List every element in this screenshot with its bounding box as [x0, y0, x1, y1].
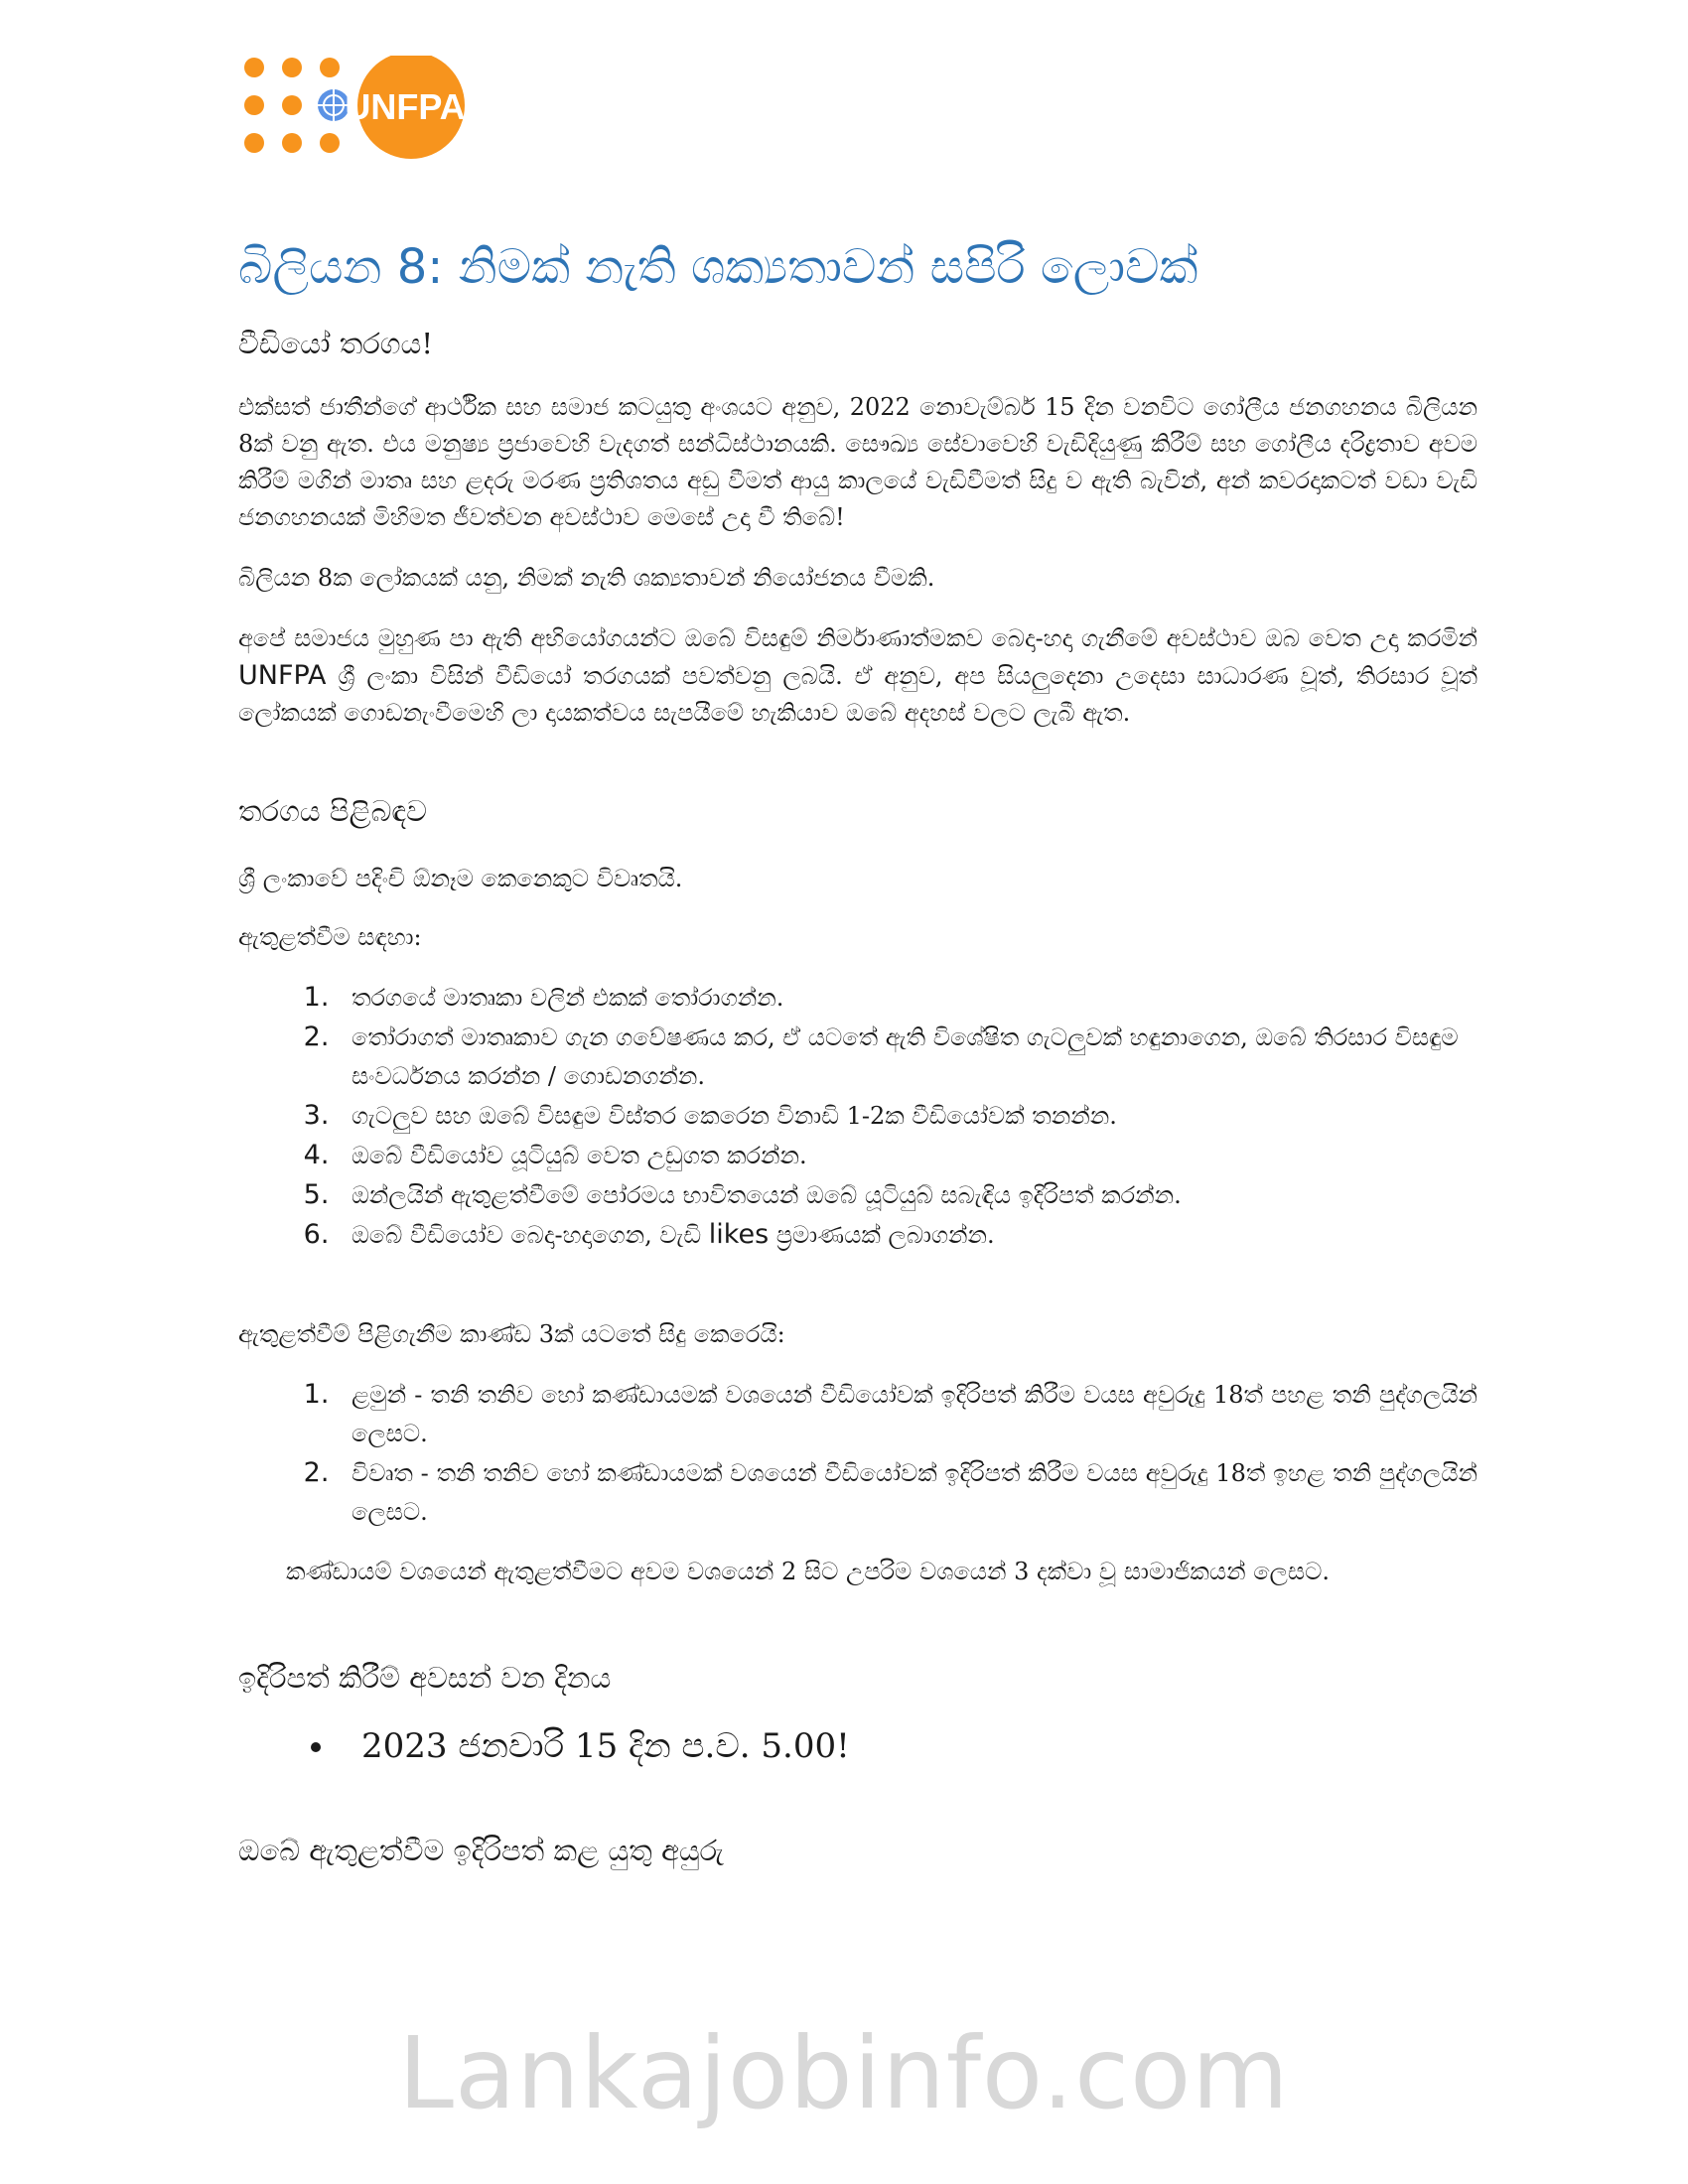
list-item: 1. ළමුන් - තනි තනිව හෝ කණ්ඩායමක් වශයෙන් වීඩියෝවක් ඉදිරිපත් කිරීම වයස අවුරුදු 18ත් පහළ තනි පුද්ගලයින් ලෙසට. — [338, 1375, 1477, 1453]
list-item: 5. ඔන්ලයින් ඇතුළත්වීමේ පෝරමය භාවිතයෙන් ඔබේ යූටියුබ් සබැඳිය ඉදිරිපත් කරන්න. — [338, 1175, 1477, 1215]
likes-word: likes — [708, 1219, 770, 1250]
submission-heading: ඔබේ ඇතුළත්වීම ඉදිරිපත් කළ යුතු අයුරු — [238, 1834, 724, 1867]
intro-paragraph-1: එක්සත් ජාතීන්ගේ ආර්ථික සහ සමාජ කටයුතු අංශයට අනුව, 2022 නොවැම්බර් 15 දින වනවිට ගෝලීය ජනගහනය බිලියන 8ක් වනු ඇත. එය මනුෂ්‍ය ප්‍රජාවෙහි වැදගත් සන්ධිස්ථානයකි. සෞඛ්‍ය සේවාවෙහි වැඩිදියුණු කිරීම් සහ ගෝලීය දරිද්‍රතාව අවම කිරීම් මගින් මාතෘ සහ ළදරු මරණ ප්‍රතිශතය අඩු වීමත් ආයු කාලයේ වැඩිවීමත් සිදු ව ඇති බැවින්, අන් කවරදාකටත් වඩා වැඩි ජනගහනයක් මිහිමත ජීවත්වන අවස්ථාව මෙසේ උදා වී තිබේ! — [238, 393, 1477, 531]
categories-intro: ඇතුළත්වීම් පිළිගැනීම කාණ්ඩ 3ක් යටතේ සිදු කෙරෙයි: — [238, 1320, 785, 1348]
eligibility-text: ශ්‍රී ලංකාවේ පදිංචි ඕනෑම කෙනෙකුට විවෘතයි. — [238, 865, 683, 892]
deadline-heading: ඉදිරිපත් කිරීම් අවසන් වන දිනය — [238, 1661, 612, 1695]
logo-text: UNFPA — [345, 86, 466, 127]
step6-part-a: ඔබේ වීඩියෝව බෙදා-හදාගෙන, වැඩි — [352, 1221, 702, 1249]
intro-paragraph-3-part-b: ශ්‍රී ලංකා විසින් වීඩියෝ තරගයක් පවත්වනු ලබයි. ඒ අනුව, අප සියලුදෙනා උදෙසා සාධාරණ වූත්, තිරසාර වූත් ලෝකයක් ගොඩනැංවීමෙහි ලා දායකත්වය සැපයීමේ හැකියාව ඔබේ අදහස් වලට ලැබී ඇත. — [238, 662, 1477, 727]
list-item: 2. තෝරාගත් මාතෘකාව ගැන ගවේෂණය කර, ඒ යටතේ ඇති විශේෂිත ගැටලුවක් හඳුනාගෙන, ඔබේ තිරසාර විසඳුම සංවර්ධනය කරන්න / ගොඩනගන්න. — [338, 1018, 1477, 1096]
org-name: UNFPA — [238, 660, 327, 691]
list-item: 1. තරගයේ මාතෘකා වලින් එකක් තෝරාගන්න. — [338, 978, 1477, 1018]
subtitle: වීඩියෝ තරගය! — [238, 327, 434, 360]
entry-steps-list — [238, 978, 1477, 1255]
step6-part-b: ප්‍රමාණයක් ලබාගන්න. — [775, 1221, 995, 1249]
entry-steps-intro: ඇතුළත්වීම සඳහා: — [238, 923, 422, 951]
page-title: බිලියන 8: නිමක් නැති ශක්‍යතාවන් සපිරි ලොවක් — [238, 239, 1198, 295]
intro-paragraph-3-part-a: අපේ සමාජය මුහුණ පා ඇති අභියෝගයන්ට ඔබේ විසඳුම් නිර්මාණාත්මකව බෙදා-හදා ගැනීමේ අවස්ථාව ඔබ වෙත උදා කරමින් — [238, 624, 1477, 652]
unfpa-logo — [242, 56, 467, 161]
list-item: 4. ඔබේ වීඩියෝව යූටියුබ් වෙත උඩුගත කරන්න. — [338, 1136, 1477, 1175]
deadline-date: • 2023 ජනවාරි 15 දින ප.ව. 5.00! — [338, 1723, 1477, 1769]
list-item: 2. විවෘත - තනි තනිව හෝ කණ්ඩායමක් වශයෙන් වීඩියෝවක් ඉදිරිපත් කිරීම වයස අවුරුදු 18ත් ඉහළ තනි පුද්ගලයින් ලෙසට. — [338, 1453, 1477, 1532]
about-heading: තරගය පිළිබඳව — [238, 794, 428, 828]
document-content — [238, 234, 1477, 1900]
watermark: Lankajobinfo.com — [398, 2015, 1290, 2131]
intro-paragraph-3 — [238, 620, 1477, 732]
categories-list — [238, 1375, 1477, 1532]
deadline-list — [238, 1723, 1477, 1769]
list-item: 3. ගැටලුව සහ ඔබේ විසඳුම විස්තර කෙරෙන විනාඩි 1-2ක වීඩියෝවක් තනන්න. — [338, 1096, 1477, 1136]
intro-paragraph-2: බිලියන 8ක ලෝකයක් යනු, නිමක් නැති ශක්‍යතාවන් නියෝජනය වීමකි. — [238, 564, 935, 592]
group-entry-note: කණ්ඩායම් වශයෙන් ඇතුළත්වීමට අවම වශයෙන් 2 සිට උපරිම වශයෙන් 3 දක්වා වූ සාමාජිකයන් ලෙසට. — [286, 1558, 1330, 1585]
list-item — [338, 1215, 1477, 1255]
